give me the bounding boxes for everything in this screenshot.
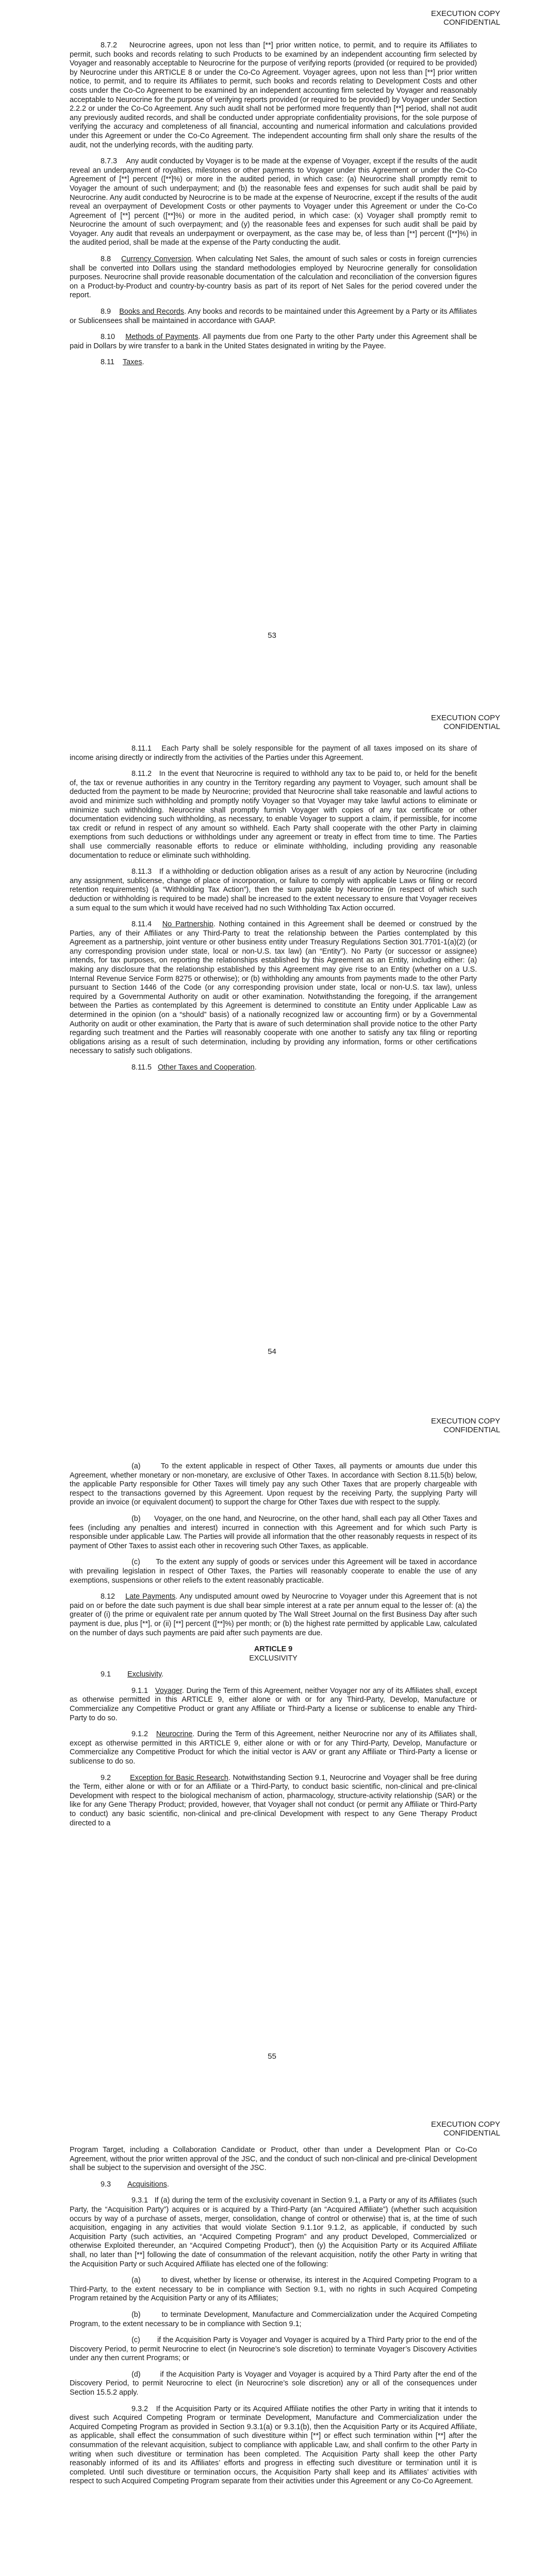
section-9-1-2: 9.1.2 Neurocrine. During the Term of this Agreement, neither Neurocrine nor any of its Affiliates shall, except as otherwise permitted in this ARTICLE 9, either alone or with or for any Third-Party, Develop, Manufacture or Commercialize any Competitive Product for which the initial vector is AAV or grant any Affiliate or Third-Party a license or sublicense to do so. — [70, 1730, 477, 1766]
header-execution-copy: EXECUTION COPY — [431, 1417, 500, 1426]
section-8-11-1: 8.11.1 Each Party shall be solely responsible for the payment of all taxes imposed on its share of income arising directly or indirectly from the activities of the Parties under this Agreement. — [70, 744, 477, 762]
page-54 — [0, 703, 544, 1406]
clause-a: (a) to divest, whether by license or otherwise, its interest in the Acquired Competing Program to a Third-Party, to the extent necessary to be in compliance with Section 9.1, with no rights in such Acquired Competing Program retained by the Acquisition Party or any of its Affiliates; — [70, 2276, 477, 2303]
page-56 — [0, 2110, 544, 2576]
section-9-1-1: 9.1.1 Voyager. During the Term of this Agreement, neither Voyager nor any of its Affiliates shall, except as otherwise permitted in this ARTICLE 9, either alone or with or for any Third-Party, Develop, Manufacture or Commercialize any Competitive Product or grant any Affiliate or Third-Party a license or sublicense to enable any Third-Party to do so. — [70, 1686, 477, 1722]
page-55 — [0, 1406, 544, 2110]
page-content — [70, 744, 477, 1080]
clause-a: (a) To the extent applicable in respect of Other Taxes, all payments or amounts due under this Agreement, whether monetary or non-monetary, are exclusive of Other Taxes. In accordance with Section 8.11.5(b) below, the applicable Party responsible for Other Taxes will timely pay any such Other Taxes that are properly chargeable with respect to the transactions governed by this Agreement. Upon request by the receiving Party, the supplying Party will provide an invoice (or equivalent document) to support the charge for Other Taxes due with respect to the supply. — [70, 1462, 477, 1507]
page-content — [70, 41, 477, 375]
page-header — [431, 9, 500, 27]
section-9-1: 9.1 Exclusivity. — [101, 1670, 164, 1679]
header-confidential: CONFIDENTIAL — [443, 1426, 500, 1434]
continuation-text: Program Target, including a Collaboration Candidate or Product, other than under a Development Plan or Co-Co Agreement, without the prior written approval of the JSC, and the conduct of such non-clinical and pre-clinical Development shall be subject to the supervision and oversight of the JSC. — [70, 2146, 477, 2173]
page-number: 55 — [268, 2052, 276, 2061]
article-9-heading: ARTICLE 9 — [254, 1645, 293, 1654]
article-9-title: EXCLUSIVITY — [249, 1654, 298, 1663]
section-8-9: 8.9 Books and Records. Any books and records to be maintained under this Agreement by a Party or its Affiliates or Sublicensees shall be maintained in accordance with GAAP. — [70, 308, 477, 325]
section-8-11-4: 8.11.4 No Partnership. Nothing contained in this Agreement shall be deemed or construed by the Parties, any of their Affiliates or any Third-Party to treat the relationship between the Parties contemplated by this Agreement as a partnership, joint venture or other business entity under Treasury Regulations Section 301.7701-1(a)(2) (or any corresponding provision under state, local or non-U.S. tax law) (an “Entity”). No Party (or successor or assignee) intends, for tax purposes, on reporting the relationships established by this Agreement as an Entity, including either: (a) making any disclosure that the relationship established by this Agreement may give rise to an Entity (whether on a U.S. Internal Revenue Service Form 8275 or otherwise); or (b) withholding any amounts from payments made to the other Party pursuant to Section 1446 of the Code (or any corresponding provision under state, local or non-U.S. tax law), unless required by a Governmental Authority on audit or other examination. Notwithstanding the foregoing, if the arrangement between the Parties as contemplated by this Agreement is determined to constitute an Entity under Applicable Law as determined in the opinion (on a “should” basis) of a nationally recognized law or accounting firm) or by a Governmental Authority on audit or other examination, the Party that is aware of such determination shall provide notice to the other Party regarding such treatment and the Parties will reasonably cooperate with one another to satisfy any tax filing or reporting obligations arising as a result of such determination, including by providing any information, forms or other certifications necessary to satisfy such obligations. — [70, 920, 477, 1056]
section-8-11: 8.11 Taxes. — [101, 358, 144, 367]
header-execution-copy: EXECUTION COPY — [431, 9, 500, 18]
header-confidential: CONFIDENTIAL — [443, 722, 500, 731]
section-9-3-1: 9.3.1 If (a) during the term of the exclusivity covenant in Section 9.1, a Party or any of its Affiliates (such Party, the “Acquisition Party”) acquires or is acquired by a Third-Party (an “Acquired Affiliate”) (whether such acquisition occurs by way of a purchase of assets, merger, consolidation, change of control or otherwise) that is, at the time of such acquisition, engaging in any activities that would violate Section 9.1.1or 9.1.2, as applicable, if conducted by such Acquisition Party (such activities, an “Acquired Competing Program” and any product Developed, Commercialized or otherwise Exploited thereunder, an “Acquired Competing Product”), then (y) the Acquisition Party or its Acquired Affiliate shall, no later than [**] following the date of consummation of the relevant acquisition, notify the other Party in writing that the Acquisition Party or such Acquired Affiliate has elected one of the following: — [70, 2196, 477, 2268]
clause-b: (b) Voyager, on the one hand, and Neurocrine, on the other hand, shall each pay all Other Taxes and fees (including any penalties and interest) incurred in connection with this Agreement and for which such Party is responsible under applicable Law. The Parties will provide all information that the other reasonably requests in respect of its payment of Other Taxes to assist each other in recovering such Other Taxes, as applicable. — [70, 1514, 477, 1550]
section-8-11-2: 8.11.2 In the event that Neurocrine is required to withhold any tax to be paid to, or held for the benefit of, the tax or revenue authorities in any country in the Territory regarding any payment to Voyager, such amount shall be deducted from the payment to be made by Neurocrine; provided that Neurocrine shall take reasonable and lawful actions to avoid and minimize such withholding and promptly notify Voyager so that Voyager may take lawful actions to eliminate or minimize such withholding. Neurocrine shall promptly furnish Voyager with copies of any tax certificate or other documentation evidencing such withholding, as necessary, to enable Voyager to support a claim, if permissible, for income tax credit or refund in respect of any amount so withheld. Each Party shall cooperate with the other Party in claiming exemptions from such deductions or withholdings under any agreement or treaty in effect from time to time. The Parties shall use commercially reasonable efforts to reduce or eliminate withholding, including providing any reasonable documentation to reduce or eliminate such withholding. — [70, 770, 477, 860]
page-number: 54 — [268, 1347, 276, 1356]
clause-d: (d) if the Acquisition Party is Voyager and Voyager is acquired by a Third Party after the end of the Discovery Period, to permit Neurocrine to elect (in Neurocrine’s sole discretion) any or all of the consequences under Section 15.5.2 apply. — [70, 2370, 477, 2397]
page-53 — [0, 0, 544, 703]
clause-c: (c) if the Acquisition Party is Voyager and Voyager is acquired by a Third Party prior to the end of the Discovery Period, to permit Neurocrine to elect (in Neurocrine’s sole discretion) to terminate Voyager’s Discovery Activities under any then current Programs; or — [70, 2336, 477, 2363]
page-header — [431, 2120, 500, 2138]
header-confidential: CONFIDENTIAL — [443, 18, 500, 27]
page-content — [70, 1462, 477, 1835]
section-8-7-2: 8.7.2 Neurocrine agrees, upon not less than [**] prior written notice, to permit, and to require its Affiliates to permit, such books and records relating to such Products to be examined by an independent accounting firm selected by Voyager and reasonably acceptable to Neurocrine for the purpose of verifying reports (provided (or required to be provided) by Neurocrine under this ARTICLE 8 or under the Co-Co Agreement. Voyager agrees, upon not less than [**] prior written notice, to permit, and to require its Affiliates to permit, such books and records relating to Development Costs and other costs under the Co-Co Agreement to be examined by an independent accounting firm selected by Voyager and reasonably acceptable to Neurocrine for the purpose of verifying reports provided (or required to be provided) by Voyager under Section 2.2.2 or under the Co-Co Agreement. Any such audit shall not be performed more frequently than [**] period, shall not audit any previously audited records, and shall be conducted under appropriate confidentiality provisions, for the sole purpose of verifying the accuracy and completeness of all financial, accounting and numerical information and calculations provided under this Agreement or under the Co-Co Agreement. The independent accounting firm shall only share the results of the audit, not the underlying records, with the auditing party. — [70, 41, 477, 149]
header-execution-copy: EXECUTION COPY — [431, 2120, 500, 2129]
page-number: 53 — [268, 631, 276, 640]
section-8-7-3: 8.7.3 Any audit conducted by Voyager is to be made at the expense of Voyager, except if the results of the audit reveal an underpayment of royalties, milestones or other payments to Voyager under this Agreement or under the Co-Co Agreement of [**] percent ([**]%) or more in the audited period, in which case: (a) Neurocrine shall promptly remit to Voyager the amount of such underpayment; and (b) the reasonable fees and expenses for such audit shall be paid by Neurocrine. Any audit conducted by Neurocrine is to be made at the expense of Neurocrine, except if the results of the audit reveal an overpayment of Development Costs or other payments to Voyager under this Agreement or under the Co-Co Agreement of [**] percent ([**]%) or more in the audited period, in which case: (x) Voyager shall promptly remit to Neurocrine the amount of such overpayment; and (y) the reasonable fees and expenses for such audit shall be paid by Voyager. Any audit that reveals an underpayment or overpayment, as the case may be, of less than [**] percent ([**]%) in the audited period, shall be made at the expense of the Party conducting the audit. — [70, 157, 477, 247]
page-header — [431, 1417, 500, 1434]
header-execution-copy: EXECUTION COPY — [431, 714, 500, 722]
page-header — [431, 714, 500, 731]
clause-b: (b) to terminate Development, Manufacture and Commercialization under the Acquired Competing Program, to the extent necessary to be in compliance with Section 9.1; — [70, 2310, 477, 2328]
section-8-11-3: 8.11.3 If a withholding or deduction obligation arises as a result of any action by Neurocrine (including any assignment, sublicense, change of place of incorporation, or failure to comply with applicable Laws or filing or record retention requirements) (a “Withholding Tax Action”), then the sum payable by Neurocrine (in respect of which such deduction or withholding is required to be made) shall be increased to the extent necessary to ensure that Voyager receives a sum equal to the sum which it would have received had no such Withholding Tax Action occurred. — [70, 868, 477, 912]
header-confidential: CONFIDENTIAL — [443, 2129, 500, 2138]
section-9-3-2: 9.3.2 If the Acquisition Party or its Acquired Affiliate notifies the other Party in writing that it intends to divest such Acquired Competing Program or terminate Development, Manufacture and Commercialization under the Acquired Competing Program as provided in Section 9.3.1(a) or 9.3.1(b), then the Acquisition Party or its Acquired Affiliate, as applicable, shall effect the consummation of such divestiture within [**] or effect such termination within [**] after the consummation of the relevant acquisition, subject to compliance with applicable Law, and shall confirm to the other Party in writing when such divestiture or termination has been completed. The Acquisition Party shall keep the other Party reasonably informed of its and its Affiliates’ efforts and progress in effecting such divestiture or termination until it is completed. Until such divestiture or termination occurs, the Acquisition Party shall keep and its Affiliates’ activities with respect to such Acquired Competing Program separate from their activities under this Agreement or any Co-Co Agreement. — [70, 2404, 477, 2486]
section-9-2: 9.2 Exception for Basic Research. Notwithstanding Section 9.1, Neurocrine and Voyager shall be free during the Term, either alone or with or for an Affiliate or a Third-Party, to conduct basic scientific, non-clinical and pre-clinical Development with respect to the biological mechanism of action, pharmacology, structure-activity relationship (SAR) or the like for any Gene Therapy Product; provided, however, that Voyager shall not conduct (or permit any Affiliate or Third-Party to conduct) any basic scientific, non-clinical and pre-clinical Development with respect to any Gene Therapy Product directed to a — [70, 1773, 477, 1827]
clause-c: (c) To the extent any supply of goods or services under this Agreement will be taxed in accordance with prevailing legislation in respect of Other Taxes, the Parties will reasonably cooperate to enable the use of any exemptions, suspensions or other reliefs to the extent reasonably practicable. — [70, 1558, 477, 1585]
section-8-10: 8.10 Methods of Payments. All payments due from one Party to the other Party under this Agreement shall be paid in Dollars by wire transfer to a bank in the United States designated in writing by the Payee. — [70, 333, 477, 350]
section-8-11-5: 8.11.5 Other Taxes and Cooperation. — [131, 1063, 257, 1072]
section-8-8: 8.8 Currency Conversion. When calculating Net Sales, the amount of such sales or costs in foreign currencies shall be converted into Dollars using the standard methodologies employed by Neurocrine generally for consolidation purposes. Neurocrine shall provide reasonable documentation of the calculation and reconciliation of the conversion figures on a Product-by-Product and country-by-country basis as part of its report of Net Sales for the period covered under the report. — [70, 255, 477, 300]
section-8-12: 8.12 Late Payments. Any undisputed amount owed by Neurocrine to Voyager under this Agreement that is not paid on or before the date such payment is due shall bear simple interest at a rate per annum equal to the lesser of: (a) the greater of (i) the prime or equivalent rate per annum quoted by The Wall Street Journal on the first Business Day after such payment is due, plus [**], or (ii) [**] percent ([**]%) per month; or (b) the highest rate permitted by applicable Law, calculated on the number of days such payments are paid after such payments are due. — [70, 1592, 477, 1637]
section-9-3: 9.3 Acquisitions. — [101, 2180, 169, 2189]
page-content — [70, 2146, 477, 2494]
